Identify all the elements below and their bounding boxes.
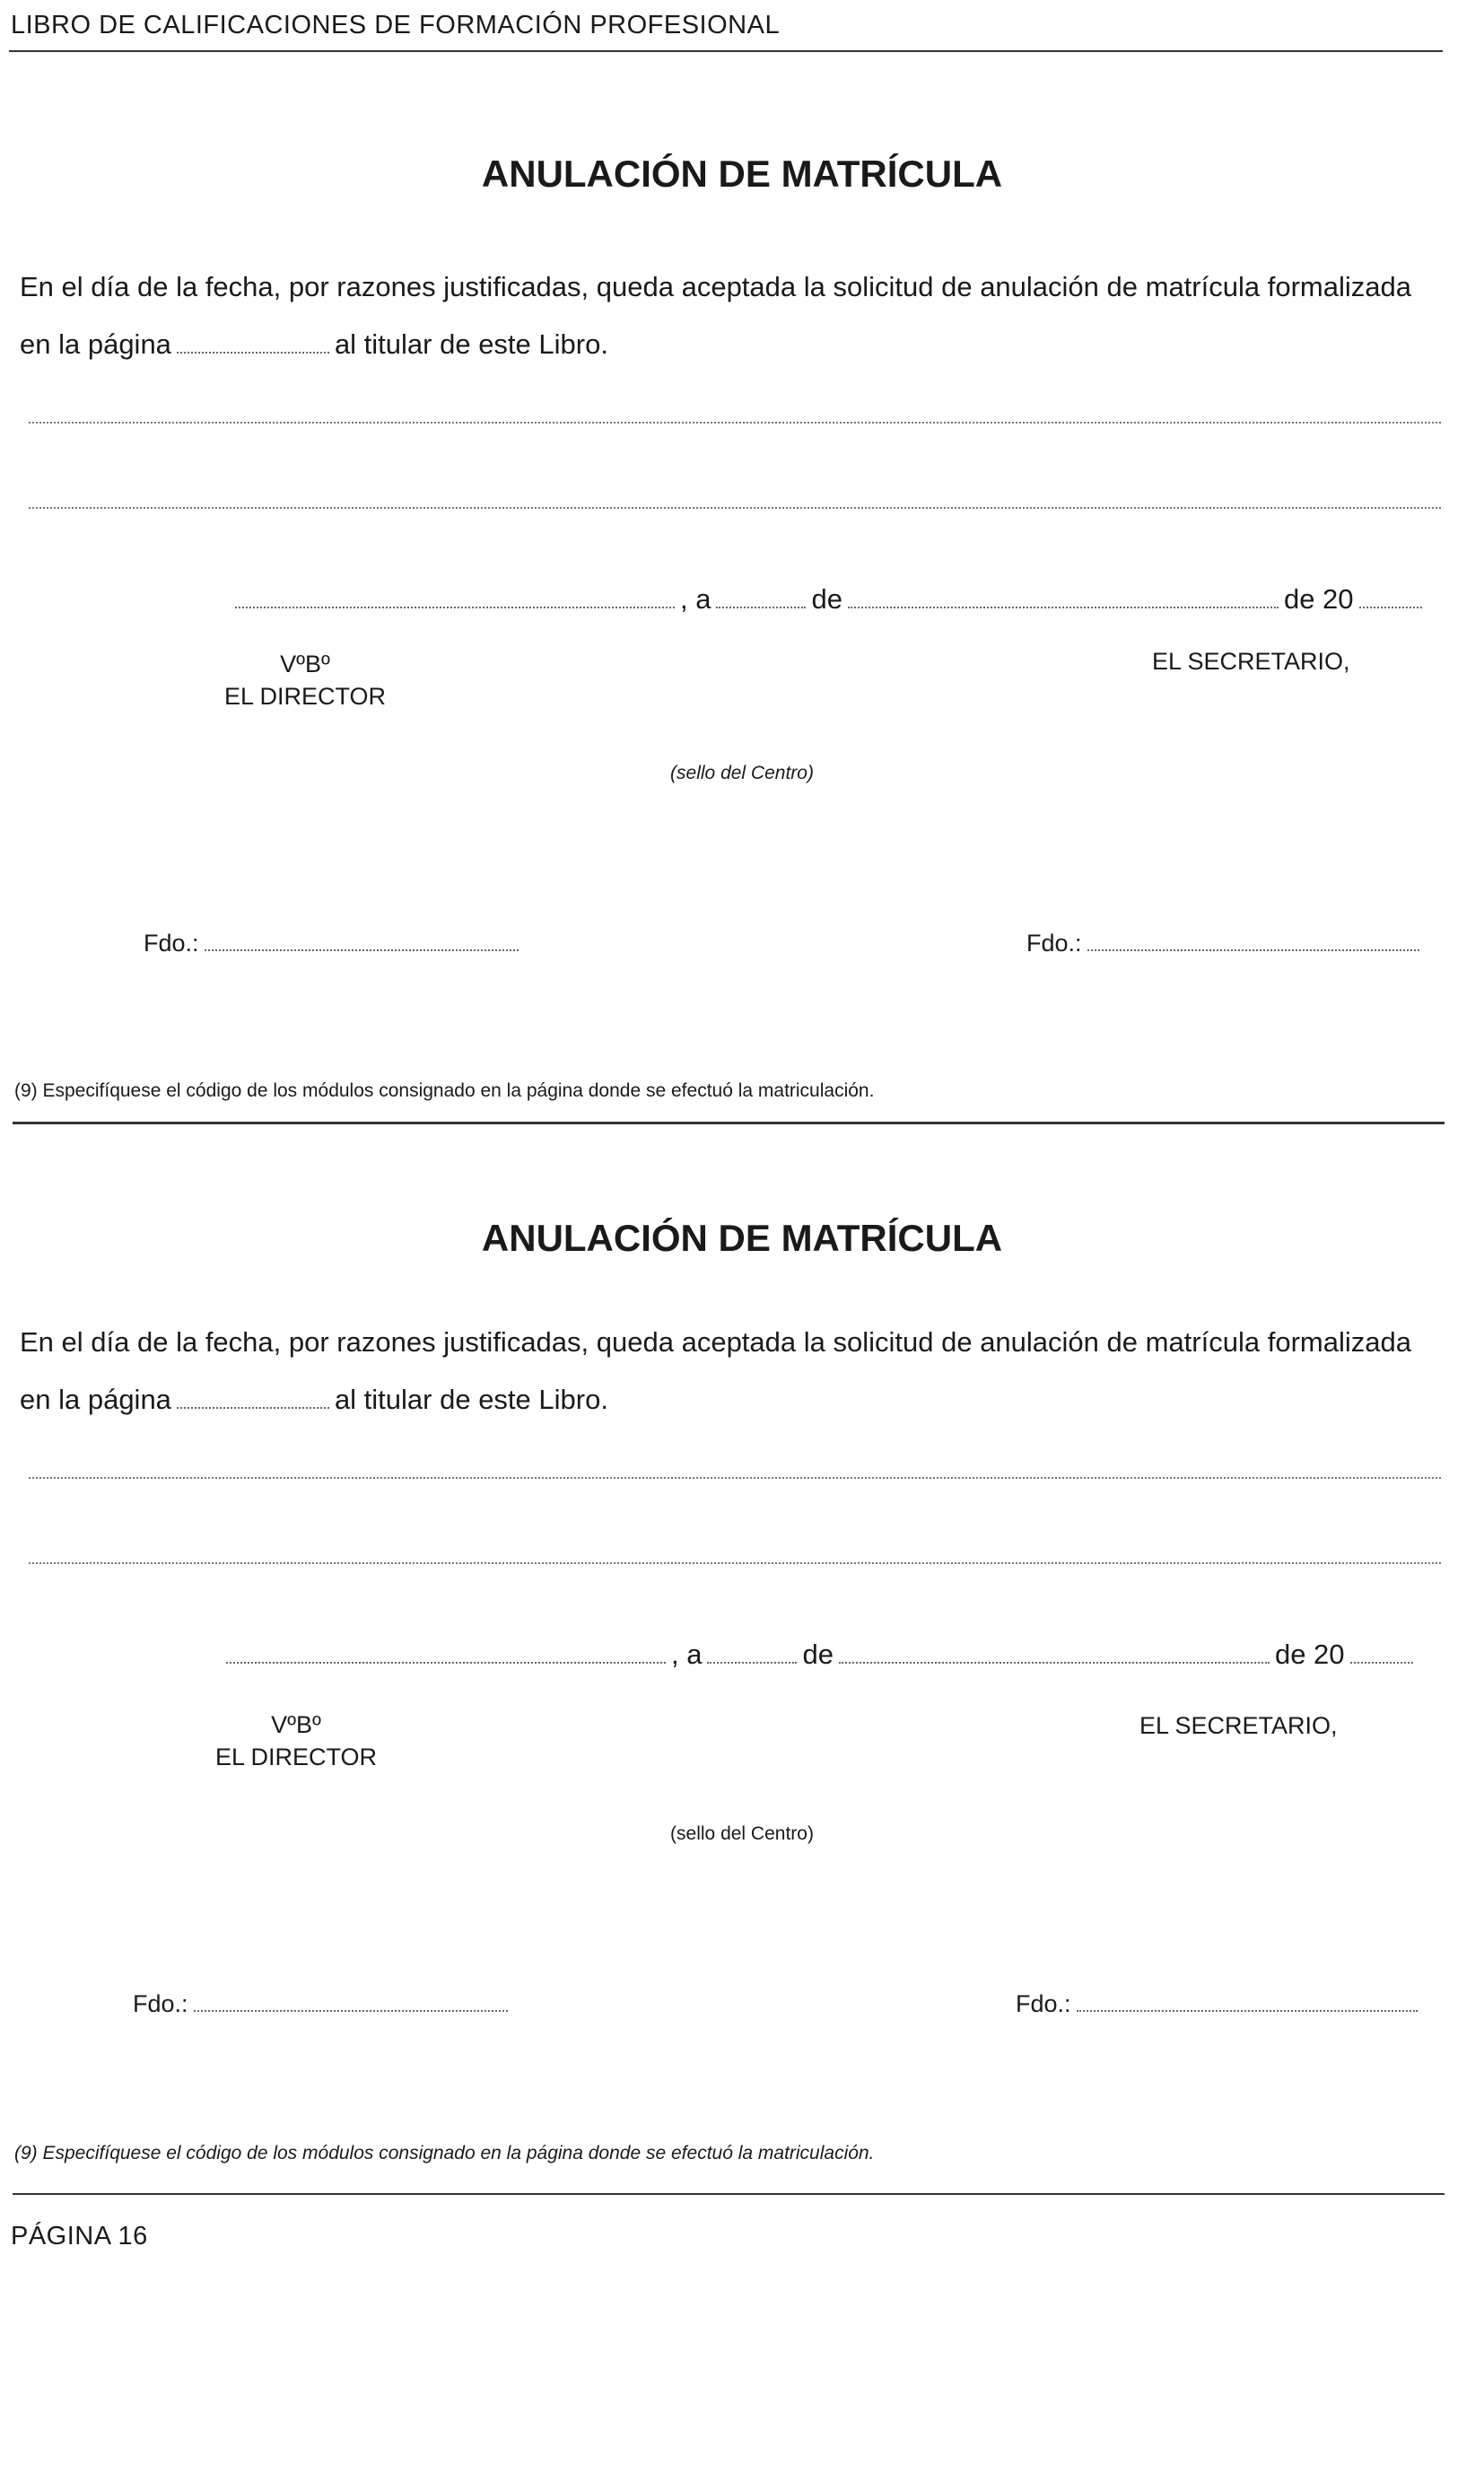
place-blank[interactable] — [235, 599, 675, 608]
date-line — [226, 1639, 1419, 1671]
paragraph-line-2 — [20, 1371, 1464, 1429]
header-rule — [9, 50, 1443, 52]
paragraph-line-1: En el día de la fecha, por razones justificadas, queda aceptada la solicitud de anulación de matrícula formalizada — [20, 1326, 1411, 1358]
director-block — [188, 1709, 404, 1773]
page-number-label: PÁGINA 16 — [11, 2222, 148, 2251]
paragraph-line-1: En el día de la fecha, por razones justificadas, queda aceptada la solicitud de anulación de matrícula formalizada — [20, 271, 1411, 302]
vobo-label: VºBº — [271, 1711, 321, 1738]
paragraph-line-2 — [20, 316, 1464, 373]
blank-line-2[interactable] — [29, 507, 1441, 509]
year-blank[interactable] — [1359, 599, 1422, 608]
day-blank[interactable] — [716, 599, 806, 608]
section-title: ANULACIÓN DE MATRÍCULA — [481, 1217, 1003, 1259]
date-year-label: de 20 — [1283, 583, 1354, 615]
section-paragraph — [20, 258, 1464, 373]
place-blank[interactable] — [226, 1655, 666, 1664]
document-header-title: LIBRO DE CALIFICACIONES DE FORMACIÓN PROFESIONAL — [11, 11, 781, 39]
director-label: EL DIRECTOR — [214, 1744, 378, 1770]
paragraph-line-2-end: al titular de este Libro. — [334, 1384, 608, 1415]
fdo-left-label: Fdo.: — [144, 930, 199, 957]
footnote: (9) Especifíquese el código de los módulos consignado en la página donde se efectuó la matriculación. — [14, 1080, 875, 1101]
blank-line-1[interactable] — [29, 1477, 1441, 1479]
signature-right — [1016, 1990, 1423, 2018]
signature-right — [1026, 930, 1425, 957]
signature-left — [133, 1990, 513, 2018]
page-number-blank[interactable] — [177, 345, 329, 354]
page-number-blank[interactable] — [177, 1400, 329, 1409]
stamp-label: (sello del Centro) — [670, 1823, 814, 1844]
footnote: (9) Especifíquese el código de los módulos consignado en la página donde se efectuó la matriculación. — [14, 2143, 875, 2163]
annulment-section-1 — [0, 153, 1484, 1184]
paragraph-line-2-start: en la página — [20, 1384, 171, 1415]
footnote-rule — [13, 1122, 1445, 1124]
blank-line-2[interactable] — [29, 1562, 1441, 1564]
date-year-label: de 20 — [1274, 1639, 1345, 1670]
month-blank[interactable] — [848, 599, 1279, 608]
annulment-section-2 — [0, 1217, 1484, 2249]
fdo-left-label: Fdo.: — [133, 1990, 188, 2017]
section-title: ANULACIÓN DE MATRÍCULA — [481, 153, 1003, 195]
date-de-label: de — [802, 1639, 834, 1670]
date-a-label: , a — [680, 583, 711, 615]
signature-left — [144, 930, 524, 957]
blank-line-1[interactable] — [29, 422, 1441, 424]
director-signature-blank[interactable] — [194, 2003, 508, 2012]
fdo-right-label: Fdo.: — [1026, 930, 1082, 957]
date-line — [235, 583, 1427, 616]
month-blank[interactable] — [839, 1655, 1270, 1664]
paragraph-line-2-start: en la página — [20, 328, 171, 360]
director-signature-blank[interactable] — [205, 942, 519, 951]
footnote-rule — [13, 2193, 1445, 2195]
date-de-label: de — [811, 583, 842, 615]
secretary-label: EL SECRETARIO, — [1139, 1712, 1338, 1739]
stamp-label: (sello del Centro) — [670, 763, 814, 783]
secretary-signature-blank[interactable] — [1077, 2003, 1418, 2012]
day-blank[interactable] — [707, 1655, 797, 1664]
secretary-label: EL SECRETARIO, — [1152, 648, 1350, 675]
year-blank[interactable] — [1350, 1655, 1413, 1664]
vobo-label: VºBº — [280, 651, 330, 677]
section-paragraph — [20, 1314, 1464, 1429]
date-a-label: , a — [671, 1639, 703, 1670]
director-label: EL DIRECTOR — [223, 683, 387, 710]
paragraph-line-2-end: al titular de este Libro. — [334, 328, 608, 360]
fdo-right-label: Fdo.: — [1016, 1990, 1071, 2017]
director-block — [197, 648, 413, 712]
secretary-signature-blank[interactable] — [1087, 942, 1419, 951]
